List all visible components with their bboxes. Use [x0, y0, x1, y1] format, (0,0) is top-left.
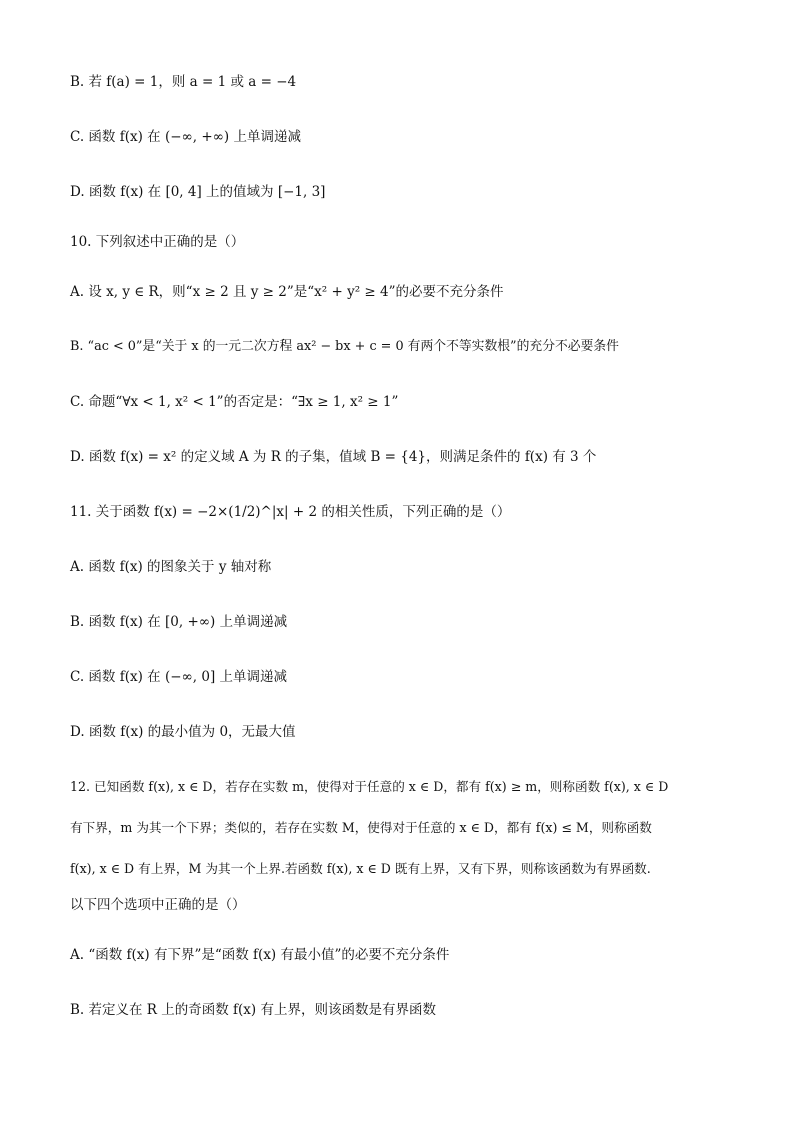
- question-12-line-1: 12. 已知函数 f(x), x ∈ D，若存在实数 m，使得对于任意的 x ∈ D，都有 f(x) ≥ m，则称函数 f(x), x ∈ D: [70, 779, 669, 794]
- option-c-q10: C. 命题“∀x < 1, x² < 1”的否定是：“∃x ≥ 1, x² ≥ 1”: [70, 394, 399, 410]
- option-b-q9: B. 若 f(a) = 1，则 a = 1 或 a = −4: [70, 74, 297, 90]
- question-10: 10. 下列叙述中正确的是（）: [70, 234, 245, 250]
- question-11: 11. 关于函数 f(x) = −2×(1/2)^|x| + 2 的相关性质，下列正确的是（）: [70, 504, 511, 520]
- option-d-q11: D. 函数 f(x) 的最小值为 0，无最大值: [70, 724, 296, 740]
- option-b-q11: B. 函数 f(x) 在 [0, +∞) 上单调递减: [70, 614, 288, 630]
- option-c-q9: C. 函数 f(x) 在 (−∞, +∞) 上单调递减: [70, 129, 301, 145]
- option-a-q11: A. 函数 f(x) 的图象关于 y 轴对称: [70, 559, 272, 575]
- option-a-q10: A. 设 x, y ∈ R，则“x ≥ 2 且 y ≥ 2”是“x² + y² ≥ 4”的必要不充分条件: [70, 284, 504, 300]
- option-a-q12: A. “函数 f(x) 有下界”是“函数 f(x) 有最小值”的必要不充分条件: [70, 947, 450, 963]
- option-b-q10: B. “ac < 0”是“关于 x 的一元二次方程 ax² − bx + c = 0 有两个不等实数根”的充分不必要条件: [70, 339, 619, 354]
- option-c-q11: C. 函数 f(x) 在 (−∞, 0] 上单调递减: [70, 669, 288, 685]
- option-d-q10: D. 函数 f(x) = x² 的定义域 A 为 R 的子集，值域 B = {4}，则满足条件的 f(x) 有 3 个: [70, 449, 597, 465]
- question-12-line-4: 以下四个选项中正确的是（）: [70, 897, 246, 913]
- option-b-q12: B. 若定义在 R 上的奇函数 f(x) 有上界，则该函数是有界函数: [70, 1002, 436, 1018]
- option-d-q9: D. 函数 f(x) 在 [0, 4] 上的值域为 [−1, 3]: [70, 184, 326, 200]
- question-12-line-3: f(x), x ∈ D 有上界，M 为其一个上界.若函数 f(x), x ∈ D 既有上界，又有下界，则称该函数为有界函数.: [70, 861, 651, 876]
- question-12-line-2: 有下界，m 为其一个下界；类似的，若存在实数 M，使得对于任意的 x ∈ D，都有 f(x) ≤ M，则称函数: [70, 820, 652, 835]
